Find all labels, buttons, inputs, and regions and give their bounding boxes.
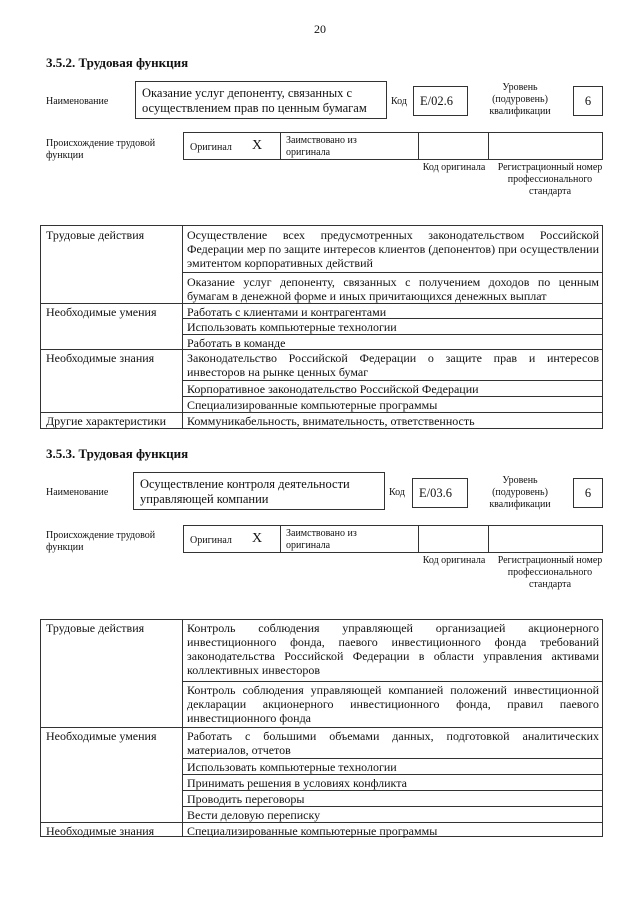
cell-item: Специализированные компьютерные программы [187,398,438,412]
level-box [573,478,603,508]
original-label: Оригинал [190,142,232,153]
function-name: Осуществление контроля деятельности управляющей компании [140,477,350,506]
page-number: 20 [314,22,326,36]
code-label: Код [389,487,405,498]
function-name: Оказание услуг депоненту, связанных с осуществлением прав по ценным бумагам [142,86,367,115]
row-label: Необходимые умения [46,729,157,743]
original-mark: X [252,531,263,546]
level-value: 6 [584,486,592,500]
name-label: Наименование [46,487,109,498]
cell-item: Работать в команде [187,336,286,350]
origin-label: Происхождение трудовой функции [46,138,156,161]
original-label: Оригинал [190,535,232,546]
row-label: Другие характеристики [46,414,167,428]
reg-number-label: Регистрационный номер профессионального стандарта [497,555,603,590]
cell-item: Законодательство Российской Федерации о защите прав и интересов инвесторов на рынке ценных бумаг [187,351,599,379]
reg-number-label: Регистрационный номер профессионального стандарта [497,162,603,197]
cell-item: Контроль соблюдения управляющей организацией акционерного инвестиционного фонда, паевого инвестиционного фонда требований законодательства Российской Федерации в области управления активами коллективных инвесторов [187,621,599,677]
name-label: Наименование [46,96,109,107]
code-value: E/02.6 [420,94,453,108]
code-box [413,86,468,116]
code-label: Код [391,96,407,107]
cell-item: Контроль соблюдения управляющей компанией положений инвестиционной декларации акционерного инвестиционного фонда, правил паевого инвестиционного фонда [187,683,599,725]
cell-item: Принимать решения в условиях конфликта [187,776,407,790]
row-label: Необходимые умения [46,305,157,319]
row-label: Необходимые знания [46,351,155,365]
code-value: E/03.6 [419,486,452,500]
section-title: 3.5.3. Трудовая функция [46,446,189,461]
section-title: 3.5.2. Трудовая функция [46,55,189,70]
level-box [573,86,603,116]
row-label: Трудовые действия [46,621,145,635]
function-name-box [133,472,385,510]
cell-item: Работать с большими объемами данных, подготовкой аналитических материалов, отчетов [187,729,599,757]
cell-item: Работать с клиентами и контрагентами [187,305,387,319]
code-original-label: Код оригинала [422,162,486,173]
cell-item: Осуществление всех предусмотренных законодательством Российской Федерации мер по защите интересов клиентов (депонентов) при осуществлении эмитентом корпоративных действий [187,228,599,270]
cell-item: Корпоративное законодательство Российской Федерации [187,382,479,396]
cell-item: Использовать компьютерные технологии [187,760,397,774]
origin-label: Происхождение трудовой функции [46,530,156,553]
function-name-box [135,81,387,119]
cell-item: Проводить переговоры [187,792,305,806]
level-value: 6 [584,94,592,108]
code-original-label: Код оригинала [422,555,486,566]
row-label: Необходимые знания [46,824,155,838]
cell-item: Оказание услуг депоненту, связанных с получением доходов по ценным бумагам в денежной форме и иных причитающихся денежных выплат [187,275,599,303]
level-label: Уровень (подуровень) квалификации [489,82,551,117]
borrowed-label: Заимствовано из оригинала [286,135,357,158]
borrowed-label: Заимствовано из оригинала [286,528,357,551]
cell-item: Использовать компьютерные технологии [187,320,397,334]
cell-item: Специализированные компьютерные программы [187,824,438,838]
cell-item: Вести деловую переписку [187,808,321,822]
level-label: Уровень (подуровень) квалификации [489,475,551,510]
row-label: Трудовые действия [46,228,145,242]
original-mark: X [252,138,263,153]
code-box [412,478,468,508]
cell-item: Коммуникабельность, внимательность, ответственность [187,414,475,428]
